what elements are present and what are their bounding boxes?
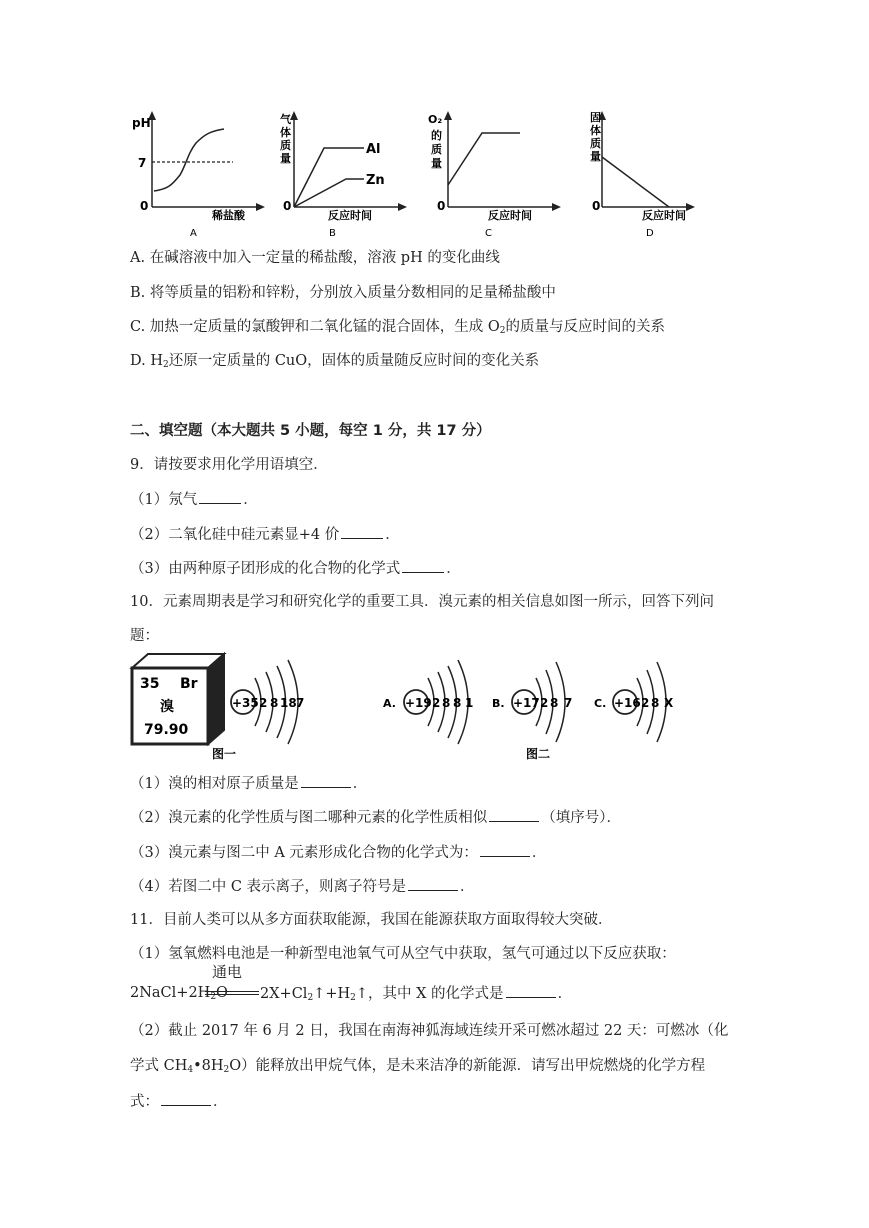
option-c [130, 317, 665, 341]
answer-blank[interactable] [161, 1091, 211, 1106]
q9-part2-end: ． [385, 527, 400, 543]
atom-c-shell-3: X [664, 696, 674, 710]
graph-d [590, 110, 695, 238]
section-title: 二、填空题（本大题共 5 小题，每空 1 分，共 17 分） [130, 423, 491, 439]
option-c-sub: 2 [499, 326, 506, 336]
q10-part3-text: （3）溴元素与图二中 A 元素形成化合物的化学式为： [130, 845, 478, 861]
answer-blank[interactable] [199, 489, 241, 504]
reaction-condition: 通电 [212, 963, 243, 981]
atom-b-letter: B. [492, 697, 505, 710]
atom-a-nucleus: +19 [405, 696, 432, 710]
reaction-equation-left [130, 983, 228, 1007]
atom-a-shell-4: 1 [465, 696, 474, 710]
q9-part3-end: ． [446, 561, 461, 577]
graph-b-xlabel: 反应时间 [328, 209, 372, 222]
br-shell-1: 2 [259, 696, 268, 710]
answer-blank[interactable] [402, 558, 444, 573]
graph-a-zero: 0 [140, 199, 149, 213]
option-d-text: D. H [130, 353, 163, 369]
option-d-tail: 还原一定质量的 CuO，固体的质量随反应时间的变化关系 [168, 353, 540, 369]
q11-stem: 11．目前人类可以从多方面获取能源，我国在能源获取方面取得较大突破． [130, 912, 613, 928]
q9-stem: 9．请按要求用化学用语填空． [130, 457, 328, 473]
graph-b-series-zn: Zn [366, 173, 385, 188]
q11-part2-line2-b: •8H [193, 1058, 224, 1074]
graph-d-xlabel: 反应时间 [642, 209, 686, 222]
q9-part1 [130, 489, 258, 510]
graph-c [428, 111, 561, 238]
eq-left-sub: 2 [210, 992, 217, 1002]
q9-part2 [130, 524, 400, 545]
q10-part1 [130, 773, 367, 794]
q11-part2-line3-text: 式： [130, 1094, 159, 1110]
q10-part3 [130, 842, 546, 863]
option-a: A. 在碱溶液中加入一定量的稀盐酸，溶液 pH 的变化曲线 [130, 250, 500, 266]
atom-b-shell-3: 7 [564, 696, 573, 710]
graph-c-zero: 0 [437, 199, 446, 213]
br-shell-3: 18 [280, 696, 297, 710]
eq-right-sub-1: 2 [307, 993, 314, 1003]
graph-b-caption: B [329, 228, 336, 238]
q11-part2-line2 [130, 1056, 705, 1080]
eq-end: ． [557, 986, 573, 1002]
graph-b-ylabel-4: 量 [280, 152, 291, 165]
eq-right-2: ↑+H [313, 986, 351, 1002]
atom-a-letter: A. [383, 697, 396, 710]
atom-a-shell-2: 8 [442, 696, 451, 710]
graph-a-seven: 7 [138, 156, 147, 170]
q10-part2-tail: （填序号）． [541, 810, 621, 826]
q9-part1-end: ． [243, 492, 258, 508]
br-shell-2: 8 [270, 696, 279, 710]
atom-c-letter: C. [594, 697, 607, 710]
graph-a [132, 111, 265, 238]
option-d-sub: 2 [162, 360, 169, 370]
element-mass: 79.90 [144, 722, 189, 738]
graph-b [280, 111, 407, 238]
atom-b-structure [492, 662, 572, 742]
answer-blank[interactable] [341, 524, 383, 539]
graph-d-ylabel-2: 体 [590, 124, 601, 137]
atom-b-nucleus: +17 [513, 696, 540, 710]
graph-a-ylabel: pH [132, 116, 151, 130]
atom-figure [128, 650, 688, 765]
q9-part3 [130, 558, 461, 579]
graph-a-xlabel: 稀盐酸 [212, 209, 245, 222]
q10-stem-line2: 题： [130, 628, 159, 644]
graph-d-ylabel-1: 固 [590, 111, 601, 124]
eq-right-sub-2: 2 [350, 993, 356, 1003]
graphs-figure [128, 103, 728, 238]
graph-a-caption: A [190, 228, 197, 238]
option-d [130, 351, 539, 375]
q9-part1-text: （1）氖气 [130, 492, 198, 508]
eq-left-text: 2NaCl+2H [130, 985, 211, 1001]
eq-right-3: ↑，其中 X 的化学式是 [355, 986, 504, 1002]
q11-part2-line1: （2）截止 2017 年 6 月 2 日，我国在南海神狐海域连续开采可燃冰超过 22 天：可燃冰（化 [130, 1023, 729, 1039]
q10-part3-end: ． [531, 845, 547, 861]
q11-part2-sub1: 4 [187, 1065, 194, 1075]
option-c-text: C. 加热一定质量的氯酸钾和二氧化锰的混合固体，生成 O [130, 319, 500, 335]
eq-left-end: O [216, 985, 228, 1001]
graph-d-ylabel-4: 量 [590, 150, 601, 163]
graph-c-ylabel-4: 量 [431, 157, 442, 170]
graph-c-ylabel-1: O₂ [428, 113, 443, 126]
q10-part1-end: ． [352, 776, 368, 792]
answer-blank[interactable] [506, 983, 556, 998]
answer-blank[interactable] [301, 773, 351, 788]
q11-part2-line2-a: 学式 CH [130, 1058, 188, 1074]
q11-part1: （1）氢氧燃料电池是一种新型电池氧气可从空气中获取，氢气可通过以下反应获取： [130, 946, 676, 962]
element-name: 溴 [160, 699, 174, 715]
element-cell [132, 654, 224, 744]
element-symbol: Br [180, 676, 198, 692]
option-c-tail: 的质量与反应时间的关系 [505, 319, 666, 335]
atom-a-structure [383, 660, 473, 744]
graph-d-ylabel-3: 质 [590, 137, 601, 150]
figure2-caption: 图二 [526, 747, 551, 761]
atom-c-shell-1: 2 [641, 696, 650, 710]
q10-part4-end: ． [460, 879, 475, 895]
graph-b-series-al: Al [366, 142, 381, 157]
option-b: B. 将等质量的铝粉和锌粉，分别放入质量分数相同的足量稀盐酸中 [130, 285, 556, 301]
atom-a-shell-1: 2 [432, 696, 441, 710]
graph-b-ylabel-2: 体 [280, 126, 291, 139]
graph-d-caption: D [646, 228, 654, 238]
graph-c-ylabel-3: 质 [431, 143, 442, 156]
figure1-caption: 图一 [212, 747, 237, 761]
element-number: 35 [140, 676, 160, 692]
q11-part2-line3 [130, 1091, 228, 1112]
graph-b-ylabel-1: 气 [280, 113, 291, 126]
atom-a-shell-3: 8 [453, 696, 462, 710]
q10-part4 [130, 876, 475, 897]
q10-part1-text: （1）溴的相对原子质量是 [130, 776, 299, 792]
graph-c-ylabel-2: 的 [431, 129, 442, 142]
q10-part2-text: （2）溴元素的化学性质与图二哪种元素的化学性质相似 [130, 810, 488, 826]
graph-c-xlabel: 反应时间 [488, 209, 532, 222]
atom-c-nucleus: +16 [614, 696, 641, 710]
reaction-equation-right [260, 983, 572, 1008]
graph-d-zero: 0 [592, 199, 601, 213]
q11-part2-line2-c: O）能释放出甲烷气体，是未来洁净的新能源．请写出甲烷燃烧的化学方程 [229, 1058, 706, 1074]
br-nucleus: +35 [232, 696, 259, 710]
atom-c-structure [594, 662, 674, 742]
q9-part2-text: （2）二氧化硅中硅元素显+4 价 [130, 527, 340, 543]
eq-right-1: 2X+Cl [260, 986, 308, 1002]
atom-b-shell-2: 8 [550, 696, 559, 710]
graph-b-ylabel-3: 质 [280, 139, 291, 152]
br-shell-4: 7 [296, 696, 305, 710]
q10-part4-text: （4）若图二中 C 表示离子，则离子符号是 [130, 879, 407, 895]
q10-stem-line1: 10．元素周期表是学习和研究化学的重要工具．溴元素的相关信息如图一所示，回答下列问 [130, 594, 714, 610]
graph-c-caption: C [485, 228, 492, 238]
br-atom-structure [231, 660, 304, 744]
q9-part3-text: （3）由两种原子团形成的化合物的化学式 [130, 561, 401, 577]
answer-blank[interactable] [408, 876, 458, 891]
atom-b-shell-1: 2 [540, 696, 549, 710]
q10-part2 [130, 807, 621, 828]
answer-blank[interactable] [489, 807, 539, 822]
q11-part2-sub2: 2 [223, 1065, 230, 1075]
q11-part2-end: ． [213, 1094, 228, 1110]
graph-b-zero: 0 [283, 199, 292, 213]
atom-c-shell-2: 8 [651, 696, 660, 710]
answer-blank[interactable] [480, 842, 530, 857]
